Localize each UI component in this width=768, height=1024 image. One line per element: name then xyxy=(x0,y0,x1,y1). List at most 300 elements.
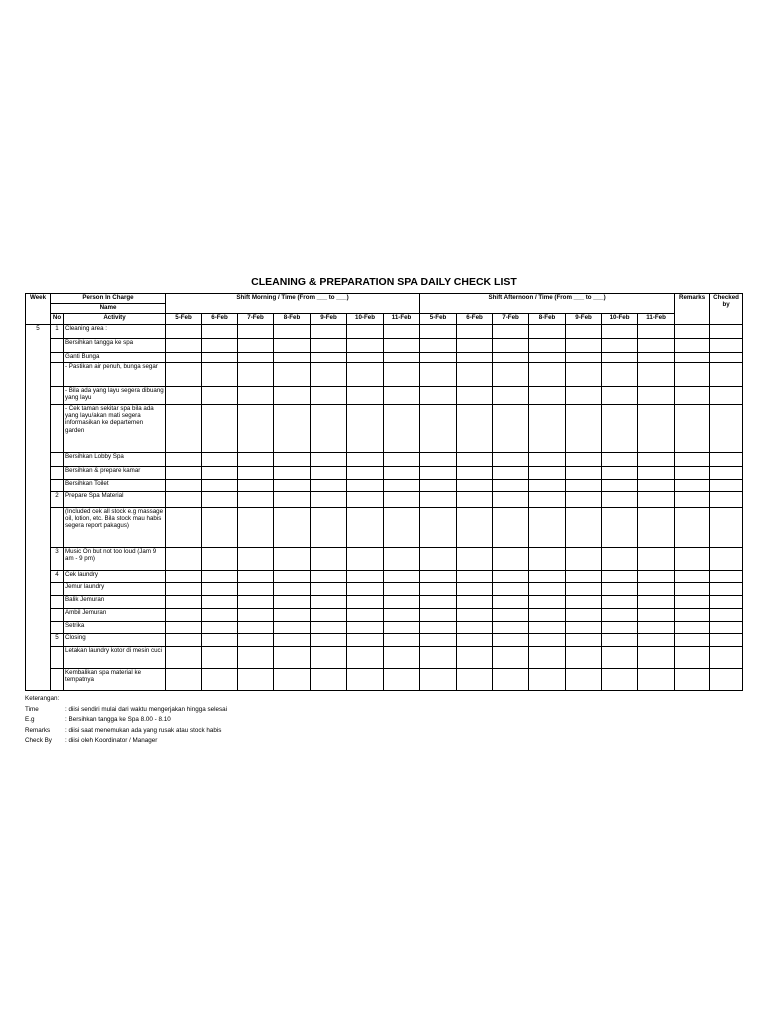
check-cell[interactable] xyxy=(638,669,675,691)
check-cell[interactable] xyxy=(493,508,529,548)
check-cell[interactable] xyxy=(602,325,638,339)
check-cell[interactable] xyxy=(166,480,202,492)
check-cell[interactable] xyxy=(529,548,566,571)
check-cell[interactable] xyxy=(384,669,420,691)
check-cell[interactable] xyxy=(529,596,566,609)
check-cell[interactable] xyxy=(202,622,238,634)
remarks-cell[interactable] xyxy=(675,548,710,571)
check-cell[interactable] xyxy=(638,325,675,339)
check-cell[interactable] xyxy=(457,353,493,363)
check-cell[interactable] xyxy=(166,571,202,583)
check-cell[interactable] xyxy=(529,647,566,669)
check-cell[interactable] xyxy=(457,596,493,609)
check-cell[interactable] xyxy=(274,492,311,508)
check-cell[interactable] xyxy=(311,571,347,583)
check-cell[interactable] xyxy=(238,387,274,405)
check-cell[interactable] xyxy=(238,363,274,387)
check-cell[interactable] xyxy=(311,492,347,508)
check-cell[interactable] xyxy=(602,353,638,363)
check-cell[interactable] xyxy=(274,363,311,387)
check-cell[interactable] xyxy=(274,647,311,669)
check-cell[interactable] xyxy=(202,480,238,492)
check-cell[interactable] xyxy=(602,548,638,571)
check-cell[interactable] xyxy=(166,609,202,622)
check-cell[interactable] xyxy=(457,339,493,353)
check-cell[interactable] xyxy=(566,325,602,339)
remarks-cell[interactable] xyxy=(675,596,710,609)
check-cell[interactable] xyxy=(602,596,638,609)
check-cell[interactable] xyxy=(566,492,602,508)
check-cell[interactable] xyxy=(566,609,602,622)
check-cell[interactable] xyxy=(638,548,675,571)
remarks-cell[interactable] xyxy=(675,353,710,363)
checked-by-cell[interactable] xyxy=(710,583,743,596)
check-cell[interactable] xyxy=(493,622,529,634)
check-cell[interactable] xyxy=(347,596,384,609)
check-cell[interactable] xyxy=(202,548,238,571)
check-cell[interactable] xyxy=(274,669,311,691)
check-cell[interactable] xyxy=(347,571,384,583)
check-cell[interactable] xyxy=(566,353,602,363)
check-cell[interactable] xyxy=(529,467,566,480)
check-cell[interactable] xyxy=(347,339,384,353)
check-cell[interactable] xyxy=(529,583,566,596)
check-cell[interactable] xyxy=(311,405,347,453)
check-cell[interactable] xyxy=(384,453,420,467)
check-cell[interactable] xyxy=(457,492,493,508)
check-cell[interactable] xyxy=(529,622,566,634)
check-cell[interactable] xyxy=(529,453,566,467)
checked-by-cell[interactable] xyxy=(710,669,743,691)
check-cell[interactable] xyxy=(347,508,384,548)
check-cell[interactable] xyxy=(638,387,675,405)
check-cell[interactable] xyxy=(457,405,493,453)
check-cell[interactable] xyxy=(602,405,638,453)
check-cell[interactable] xyxy=(457,325,493,339)
check-cell[interactable] xyxy=(238,453,274,467)
checked-by-cell[interactable] xyxy=(710,480,743,492)
check-cell[interactable] xyxy=(602,492,638,508)
checked-by-cell[interactable] xyxy=(710,387,743,405)
check-cell[interactable] xyxy=(238,634,274,647)
checked-by-cell[interactable] xyxy=(710,353,743,363)
checked-by-cell[interactable] xyxy=(710,405,743,453)
check-cell[interactable] xyxy=(638,405,675,453)
check-cell[interactable] xyxy=(420,609,457,622)
check-cell[interactable] xyxy=(529,387,566,405)
check-cell[interactable] xyxy=(311,363,347,387)
check-cell[interactable] xyxy=(384,622,420,634)
check-cell[interactable] xyxy=(311,325,347,339)
check-cell[interactable] xyxy=(566,622,602,634)
check-cell[interactable] xyxy=(638,634,675,647)
check-cell[interactable] xyxy=(274,508,311,548)
check-cell[interactable] xyxy=(602,669,638,691)
remarks-cell[interactable] xyxy=(675,634,710,647)
checked-by-cell[interactable] xyxy=(710,622,743,634)
check-cell[interactable] xyxy=(420,571,457,583)
check-cell[interactable] xyxy=(202,508,238,548)
check-cell[interactable] xyxy=(274,583,311,596)
remarks-cell[interactable] xyxy=(675,387,710,405)
check-cell[interactable] xyxy=(493,634,529,647)
check-cell[interactable] xyxy=(274,609,311,622)
check-cell[interactable] xyxy=(493,548,529,571)
check-cell[interactable] xyxy=(274,453,311,467)
check-cell[interactable] xyxy=(529,571,566,583)
check-cell[interactable] xyxy=(274,634,311,647)
checked-by-cell[interactable] xyxy=(710,634,743,647)
check-cell[interactable] xyxy=(274,596,311,609)
check-cell[interactable] xyxy=(166,453,202,467)
check-cell[interactable] xyxy=(274,339,311,353)
check-cell[interactable] xyxy=(420,508,457,548)
check-cell[interactable] xyxy=(638,622,675,634)
check-cell[interactable] xyxy=(384,387,420,405)
check-cell[interactable] xyxy=(566,647,602,669)
check-cell[interactable] xyxy=(420,596,457,609)
check-cell[interactable] xyxy=(566,387,602,405)
check-cell[interactable] xyxy=(384,353,420,363)
checked-by-cell[interactable] xyxy=(710,339,743,353)
check-cell[interactable] xyxy=(202,609,238,622)
remarks-cell[interactable] xyxy=(675,453,710,467)
check-cell[interactable] xyxy=(311,583,347,596)
check-cell[interactable] xyxy=(457,583,493,596)
check-cell[interactable] xyxy=(311,609,347,622)
check-cell[interactable] xyxy=(638,609,675,622)
check-cell[interactable] xyxy=(566,583,602,596)
check-cell[interactable] xyxy=(166,669,202,691)
check-cell[interactable] xyxy=(420,634,457,647)
check-cell[interactable] xyxy=(420,339,457,353)
check-cell[interactable] xyxy=(638,596,675,609)
check-cell[interactable] xyxy=(457,571,493,583)
check-cell[interactable] xyxy=(420,363,457,387)
check-cell[interactable] xyxy=(602,508,638,548)
check-cell[interactable] xyxy=(347,453,384,467)
check-cell[interactable] xyxy=(493,583,529,596)
check-cell[interactable] xyxy=(638,492,675,508)
check-cell[interactable] xyxy=(384,325,420,339)
check-cell[interactable] xyxy=(493,571,529,583)
check-cell[interactable] xyxy=(238,609,274,622)
check-cell[interactable] xyxy=(384,480,420,492)
check-cell[interactable] xyxy=(311,596,347,609)
check-cell[interactable] xyxy=(166,647,202,669)
check-cell[interactable] xyxy=(493,353,529,363)
check-cell[interactable] xyxy=(566,669,602,691)
check-cell[interactable] xyxy=(638,480,675,492)
check-cell[interactable] xyxy=(202,339,238,353)
remarks-cell[interactable] xyxy=(675,363,710,387)
check-cell[interactable] xyxy=(493,363,529,387)
check-cell[interactable] xyxy=(347,363,384,387)
check-cell[interactable] xyxy=(384,571,420,583)
check-cell[interactable] xyxy=(384,634,420,647)
check-cell[interactable] xyxy=(166,353,202,363)
remarks-cell[interactable] xyxy=(675,609,710,622)
check-cell[interactable] xyxy=(166,548,202,571)
check-cell[interactable] xyxy=(274,480,311,492)
check-cell[interactable] xyxy=(529,325,566,339)
check-cell[interactable] xyxy=(638,508,675,548)
check-cell[interactable] xyxy=(311,669,347,691)
check-cell[interactable] xyxy=(384,508,420,548)
check-cell[interactable] xyxy=(457,480,493,492)
check-cell[interactable] xyxy=(274,387,311,405)
check-cell[interactable] xyxy=(602,480,638,492)
check-cell[interactable] xyxy=(347,622,384,634)
check-cell[interactable] xyxy=(529,480,566,492)
check-cell[interactable] xyxy=(638,571,675,583)
remarks-cell[interactable] xyxy=(675,669,710,691)
checked-by-cell[interactable] xyxy=(710,467,743,480)
check-cell[interactable] xyxy=(238,583,274,596)
check-cell[interactable] xyxy=(493,467,529,480)
check-cell[interactable] xyxy=(274,325,311,339)
check-cell[interactable] xyxy=(602,467,638,480)
check-cell[interactable] xyxy=(202,571,238,583)
check-cell[interactable] xyxy=(202,492,238,508)
check-cell[interactable] xyxy=(384,609,420,622)
check-cell[interactable] xyxy=(457,508,493,548)
check-cell[interactable] xyxy=(238,647,274,669)
check-cell[interactable] xyxy=(384,583,420,596)
check-cell[interactable] xyxy=(202,405,238,453)
check-cell[interactable] xyxy=(529,508,566,548)
check-cell[interactable] xyxy=(202,634,238,647)
check-cell[interactable] xyxy=(347,325,384,339)
check-cell[interactable] xyxy=(638,339,675,353)
check-cell[interactable] xyxy=(238,571,274,583)
remarks-cell[interactable] xyxy=(675,647,710,669)
check-cell[interactable] xyxy=(638,453,675,467)
check-cell[interactable] xyxy=(238,467,274,480)
check-cell[interactable] xyxy=(384,647,420,669)
check-cell[interactable] xyxy=(274,622,311,634)
check-cell[interactable] xyxy=(602,363,638,387)
checked-by-cell[interactable] xyxy=(710,325,743,339)
checked-by-cell[interactable] xyxy=(710,508,743,548)
check-cell[interactable] xyxy=(420,453,457,467)
remarks-cell[interactable] xyxy=(675,325,710,339)
check-cell[interactable] xyxy=(493,669,529,691)
check-cell[interactable] xyxy=(493,405,529,453)
check-cell[interactable] xyxy=(238,353,274,363)
check-cell[interactable] xyxy=(347,480,384,492)
check-cell[interactable] xyxy=(274,467,311,480)
check-cell[interactable] xyxy=(457,622,493,634)
check-cell[interactable] xyxy=(347,647,384,669)
check-cell[interactable] xyxy=(311,480,347,492)
check-cell[interactable] xyxy=(638,583,675,596)
check-cell[interactable] xyxy=(166,363,202,387)
check-cell[interactable] xyxy=(347,405,384,453)
check-cell[interactable] xyxy=(238,548,274,571)
check-cell[interactable] xyxy=(347,492,384,508)
check-cell[interactable] xyxy=(311,634,347,647)
check-cell[interactable] xyxy=(238,325,274,339)
check-cell[interactable] xyxy=(420,548,457,571)
check-cell[interactable] xyxy=(493,325,529,339)
check-cell[interactable] xyxy=(384,467,420,480)
check-cell[interactable] xyxy=(566,405,602,453)
remarks-cell[interactable] xyxy=(675,467,710,480)
check-cell[interactable] xyxy=(202,325,238,339)
check-cell[interactable] xyxy=(602,571,638,583)
check-cell[interactable] xyxy=(166,508,202,548)
check-cell[interactable] xyxy=(602,453,638,467)
check-cell[interactable] xyxy=(166,583,202,596)
check-cell[interactable] xyxy=(311,467,347,480)
check-cell[interactable] xyxy=(311,622,347,634)
check-cell[interactable] xyxy=(202,596,238,609)
check-cell[interactable] xyxy=(493,647,529,669)
check-cell[interactable] xyxy=(311,387,347,405)
check-cell[interactable] xyxy=(602,609,638,622)
check-cell[interactable] xyxy=(238,480,274,492)
check-cell[interactable] xyxy=(529,363,566,387)
check-cell[interactable] xyxy=(202,669,238,691)
check-cell[interactable] xyxy=(166,405,202,453)
check-cell[interactable] xyxy=(638,467,675,480)
check-cell[interactable] xyxy=(420,353,457,363)
check-cell[interactable] xyxy=(202,453,238,467)
check-cell[interactable] xyxy=(493,492,529,508)
check-cell[interactable] xyxy=(166,622,202,634)
check-cell[interactable] xyxy=(638,353,675,363)
check-cell[interactable] xyxy=(238,669,274,691)
check-cell[interactable] xyxy=(566,453,602,467)
check-cell[interactable] xyxy=(602,622,638,634)
check-cell[interactable] xyxy=(420,583,457,596)
checked-by-cell[interactable] xyxy=(710,548,743,571)
check-cell[interactable] xyxy=(274,353,311,363)
check-cell[interactable] xyxy=(457,387,493,405)
remarks-cell[interactable] xyxy=(675,508,710,548)
check-cell[interactable] xyxy=(311,453,347,467)
check-cell[interactable] xyxy=(311,339,347,353)
checked-by-cell[interactable] xyxy=(710,453,743,467)
check-cell[interactable] xyxy=(202,583,238,596)
check-cell[interactable] xyxy=(384,492,420,508)
check-cell[interactable] xyxy=(238,508,274,548)
check-cell[interactable] xyxy=(457,634,493,647)
check-cell[interactable] xyxy=(566,467,602,480)
remarks-cell[interactable] xyxy=(675,405,710,453)
check-cell[interactable] xyxy=(347,548,384,571)
check-cell[interactable] xyxy=(493,480,529,492)
check-cell[interactable] xyxy=(202,353,238,363)
checked-by-cell[interactable] xyxy=(710,492,743,508)
check-cell[interactable] xyxy=(311,647,347,669)
check-cell[interactable] xyxy=(311,548,347,571)
checked-by-cell[interactable] xyxy=(710,647,743,669)
check-cell[interactable] xyxy=(311,353,347,363)
check-cell[interactable] xyxy=(274,571,311,583)
check-cell[interactable] xyxy=(166,596,202,609)
remarks-cell[interactable] xyxy=(675,571,710,583)
check-cell[interactable] xyxy=(347,609,384,622)
check-cell[interactable] xyxy=(420,467,457,480)
check-cell[interactable] xyxy=(420,492,457,508)
check-cell[interactable] xyxy=(166,492,202,508)
check-cell[interactable] xyxy=(384,405,420,453)
checked-by-cell[interactable] xyxy=(710,363,743,387)
check-cell[interactable] xyxy=(347,669,384,691)
check-cell[interactable] xyxy=(493,387,529,405)
checked-by-cell[interactable] xyxy=(710,571,743,583)
check-cell[interactable] xyxy=(166,634,202,647)
check-cell[interactable] xyxy=(347,634,384,647)
check-cell[interactable] xyxy=(529,492,566,508)
remarks-cell[interactable] xyxy=(675,480,710,492)
check-cell[interactable] xyxy=(347,583,384,596)
check-cell[interactable] xyxy=(274,548,311,571)
check-cell[interactable] xyxy=(347,387,384,405)
check-cell[interactable] xyxy=(420,480,457,492)
check-cell[interactable] xyxy=(566,363,602,387)
check-cell[interactable] xyxy=(493,339,529,353)
check-cell[interactable] xyxy=(566,508,602,548)
check-cell[interactable] xyxy=(457,548,493,571)
check-cell[interactable] xyxy=(566,571,602,583)
remarks-cell[interactable] xyxy=(675,339,710,353)
check-cell[interactable] xyxy=(529,339,566,353)
check-cell[interactable] xyxy=(238,339,274,353)
check-cell[interactable] xyxy=(202,387,238,405)
check-cell[interactable] xyxy=(638,363,675,387)
check-cell[interactable] xyxy=(566,548,602,571)
remarks-cell[interactable] xyxy=(675,492,710,508)
check-cell[interactable] xyxy=(420,387,457,405)
check-cell[interactable] xyxy=(602,647,638,669)
check-cell[interactable] xyxy=(493,609,529,622)
check-cell[interactable] xyxy=(166,325,202,339)
remarks-cell[interactable] xyxy=(675,622,710,634)
check-cell[interactable] xyxy=(238,405,274,453)
check-cell[interactable] xyxy=(202,647,238,669)
check-cell[interactable] xyxy=(384,548,420,571)
check-cell[interactable] xyxy=(457,647,493,669)
check-cell[interactable] xyxy=(420,325,457,339)
check-cell[interactable] xyxy=(566,596,602,609)
check-cell[interactable] xyxy=(238,622,274,634)
check-cell[interactable] xyxy=(166,387,202,405)
check-cell[interactable] xyxy=(457,363,493,387)
check-cell[interactable] xyxy=(529,609,566,622)
check-cell[interactable] xyxy=(566,480,602,492)
check-cell[interactable] xyxy=(347,467,384,480)
check-cell[interactable] xyxy=(566,339,602,353)
check-cell[interactable] xyxy=(529,353,566,363)
check-cell[interactable] xyxy=(493,596,529,609)
check-cell[interactable] xyxy=(420,622,457,634)
check-cell[interactable] xyxy=(347,353,384,363)
check-cell[interactable] xyxy=(457,609,493,622)
check-cell[interactable] xyxy=(457,669,493,691)
check-cell[interactable] xyxy=(529,405,566,453)
checked-by-cell[interactable] xyxy=(710,596,743,609)
check-cell[interactable] xyxy=(202,363,238,387)
check-cell[interactable] xyxy=(529,634,566,647)
check-cell[interactable] xyxy=(602,339,638,353)
check-cell[interactable] xyxy=(602,387,638,405)
remarks-cell[interactable] xyxy=(675,583,710,596)
check-cell[interactable] xyxy=(238,492,274,508)
check-cell[interactable] xyxy=(457,467,493,480)
